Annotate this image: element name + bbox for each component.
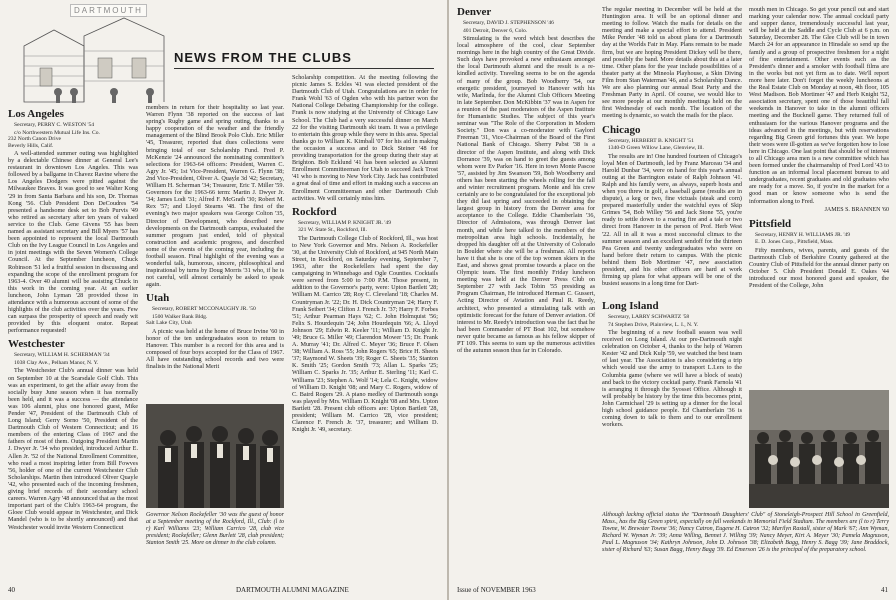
secretary-line: Secretary, HENRY H. WILLIAMS JR. '49 [755, 231, 851, 238]
page-number-right: 41 [881, 586, 888, 594]
magazine-name: DARTMOUTH ALUMNI MAGAZINE [236, 586, 349, 594]
daughters-club-photo [749, 390, 889, 508]
secretary-address: 74 Stephen Drive, Plainview, L. I., N. Y. [608, 321, 699, 328]
left-column-1 [8, 104, 138, 576]
left-column-3 [292, 74, 438, 576]
left-column-2 [146, 104, 284, 400]
photo-figures [146, 404, 284, 508]
secretary-address: 321 W. State St., Rockford, Ill. [298, 227, 367, 234]
secretary-line: Secretary, ROBERT MCCONAUGHY JR. '50 [152, 306, 256, 313]
secretary-address: 1340-D Green Willow Lane, Glenview, Ill. [608, 145, 704, 151]
right-column-2-chicago [602, 192, 742, 292]
long-island-section [602, 296, 742, 436]
club-heading-long-island: Long Island [602, 300, 659, 312]
secretary-line: Secretary, LARRY SCHWARTZ '58 [608, 314, 690, 320]
left-page [0, 0, 447, 600]
club-heading-los-angeles: Los Angeles [8, 108, 64, 120]
club-report: members in return for their hospitality so last year. Warren Flynn '38 reported on the success of last spring's Rugby game and spring outing, thanks to a happy cooperation of the weather and the friendly management of the Blind Brook Polo Club. Eric Miller '45, Treasurer, reported that dues collections were bringing total of our Scholarship Fund. Fred P. McKenzie '24 announced the nominating committee's selections for 1963-64 officers: President, Warren C. Agry Jr. '45; 1st Vice-President, Warren G. Flynn '38; 2nd Vice-President, Oliver A. Quayle 3d '42; Secretary, William H. Scherman '34; Treasurer, Eric T. Miller '59. Governors for the 1963-66 term: Martin J. Dwyer Jr. '34; James Lodi '31; Alfred F. McGrath '30; Robert M. Rex '57; and Lloyd Stearns '48. The first of the evening's two major speakers was George Colton '35, Director of Development, who described new developments on the Dartmouth campus, evaluated the summer program just ended, told of physical construction and academic progress, and described some of the events of the coming year, including the football season. Final highlight of the evening was a wonderful talk, humorous, sincere, philosophical and inspirational by turns by Doug Morris '31 who, if he is not careful, will almost certainly be asked to speak again. [146, 104, 284, 289]
club-heading-chicago: Chicago [602, 123, 641, 136]
club-report: The results are in! One hundred fourteen of Chicago's loyal Men of Dartmouth, led by Franz Marceau '34 and Harold Dunbar '34, were on hand for this year's annual outing at the Barrington estate of Ralph Johnson '41. Ralph and his family were, as always, superb hosts and when you threw in golf, a baseball game (results are in dispute), a keg or two, fine victuals (steak and corn) prepared masterfully under the watchful eyes of Skip Grimes '54, Bob Willey '56 and Jack Stone '55, you're ready to settle down to a roaring fire and a tale or two direct from Hanover in the person of Prof. Herb West '22. All in all it was a most successful climax to the summer season and an excellent sendoff for the thirteen Pea Green and twenty undergraduates who were on hand before their return to campus. With the picnic behind them Bob Mortimer '47, new association president, and his other officers are hard at work firming up plans for what appears will be one of the busiest seasons in a long time for Dart- [602, 152, 742, 288]
club-report: The Dartmouth College Club of Rockford, Ill., was host to New York Governor and Mrs. Nelson A. Rockefeller '30, at the University Club of Rockford, at 945 North Main Street, in Rockford, on Saturday evening, September 7, 1963, after the Rockefellers had spent the day campaigning in Winnebago and Ogle Counties. Cocktails were served from 5:00 to 7:00 P.M. Those present, in addition to the Governor's party, were: Upton Bartlett '28; William M. Carrico '28; Roy C. Cleveland '18; Charles M. Countryman Jr. '22; Dr. H. Dick Countryman '24; Harry F. Frank Seibert '34; Clifton J. French Jr. '37; Harry F. Forbes '51; Arthur Pearman Hays '62; C. John Holmquist '56; Felix S. Hourdequin '24; John Hourdequin '66; A. Lloyd Johnson '29; Edwin R. Keeler '11; William D. Knight Jr. '49; Bruce G. Miller '49; Clarendon Mower '15; Dr. Frank A. Murray '41; Dr. Alfred C. Meyer '36; Bruce F. Olsen '38; William A. Ross '55; John Rogers '65; Brice H. Sheets '37; Raymond W. Sheets '39; Roger C. Sheets '35; Stanton K. Smith '25; Gordon Smith '73; Allan L. Sparks '25; William C. Sparks Jr. '35; Arthur E. Sterling '11; Karl C. Williams '23; Stephen A. Wolf '14; Lela C. Knight, widow of William D. Knight '08; and Mary C. Rogers, widow of C. Baird Rogers '29. A piano medley of Dartmouth songs was played by Mrs. William D. Knight '08 and Mrs. Upton Bartlett '28. Present club officers are: Upton Bartlett '28, president; William M. Carrico '28, vice president; Clarence F. French Jr. '37, treasurer; and William D. Knight Jr. '49, secretary. [292, 234, 438, 434]
club-report: mouth men in Chicago. So get your pencil out and start marking your calendar now. The annual cocktail party and supper dance, tremendously successful last year, will be held at the Saddle and Cycle Club at 6 p.m. on Saturday, December 28. The Glee Club will be in town March 24 for an appearance in Hinsdale so send up the family and a group of prospective freshmen for a night of fine entertainment. Other events such as the President's dinner and a smoker with football films are in the works but not yet firm as to date. We'll report more here later. Don't forget the weekly luncheons at the Real Estate Club on Monday at noon, 4th floor, 105 West Madison. Bob Mortimer '47 and Herb Knight '52, association secretary, spent one of those beautiful fall weekends in Hanover to take in the alumni officers meeting and the Bucknell game. They returned full of enthusiasm for the various Hanover programs and the ideas advanced in the meetings, but with reservations regarding Big Green grid fortunes this year. We hope their woes were ill-gotten as we've forgotten how to lose here in Chicago. One last point that should be of interest to all Chicago area men is a new committee which has been formed under the chairmanship of Fred Lord '43 to function as an informal local placement bureau to aid undergraduates, recent graduates and old graduates who are ready for a move. So, if you're in the market for a good man or know someone who is send the information along to Fred. [749, 6, 890, 205]
photo-caption: Governor Nelson Rockefeller '30 was the guest of honor at a September meeting of the Rockford, Ill., Club: (l to r) Karl Williams '23; William Carrico '28, club vice president; Rockefeller; Glenn Burlett '28, club president; Stanton Smith '25. More on dinner in the club column. [146, 512, 284, 546]
club-report: A well-attended summer outing was highlighted by a delectable Chinese dinner at General Lee's restaurant in downtown Los Angeles. This was followed by a ballgame in Chavez Ravine where the Los Angeles Dodgers were pitted against the Milwaukee Braves. It was good to see Walter Kong '29 in from Santa Barbara and his son, Dr. Thomas Kong '56. Club President Don DeCoudres '54 presented a handsome desk set to Bob Purvis '49 who retired as secretary after ten years of valued service to the Club. Gene Givens '55 has been named as assistant secretary and Bill Myers '57 has been appointed to represent the local Dartmouth Club on the Ivy League Council in Los Angeles and in joint meetings with the Seven Women's College Council. At the September luncheon, Chuck Robinson '51 led a fruitful session in discussing and expanding the scope of the enrollment program for 1963-4. Over 40 alumni will be assisting Chuck in this work in the coming year. At an earlier luncheon, John Lyman '28 provided those in attendance with a humorous account of some of the highlights of the club activities over the years. Few can surpass the prosperity of speech and ready wit provided by this eloquent orator. Repeat performance requested! [8, 150, 138, 335]
club-report: Scholarship competition. At the meeting following the picnic James S. Eckles '41 was elected president of the Dartmouth Club of Utah. Congratulations are in order for Frank Wohl '63 of Ogden who with his partner won the National College Debating Championship for the college. Frank is now studying at the University of Chicago Law School. The Club had a very successful dinner on March 22 for the visiting Dartmouth ski team. It was a privilege to entertain this group while they were in this area. Special thanks go to William K. Kimball '07 for his aid in making the occasion a success and to Dick Steiner '48 for providing transportation for the group during their stay at Brighton. Bob Ecklund '41 has been selected as Alumni Enrollment Committeeman for Utah to succeed Jack Trost '41 who is moving to New York City. Jack has contributed a great deal of time and effort in making such a success an Enrollment Committeeman and other Dartmouth Club activities. We will certainly miss him. [292, 74, 438, 202]
issue-date: Issue of NOVEMBER 1963 [457, 586, 536, 594]
club-heading-denver: Denver [457, 6, 492, 18]
rockefeller-photo [146, 404, 284, 508]
secretary-address: 1500 Walker Bank Bldg. Salt Lake City, Utah [146, 313, 208, 327]
signature: JAMES S. BRANNEN '60 [824, 206, 889, 213]
secretary-address: 1038 Clay Ave., Pelham Manor, N. Y. [14, 359, 99, 366]
right-column-2-top [602, 6, 742, 288]
club-report: Fifty members, wives, parents, and guests of the Dartmouth Club of Berkshire County gathered at the Country Club of Pittsfield for the annual dinner party on October 5. Club President Donald E. Oakes '44 introduced our most honored guest and speaker, the President of the College, John [749, 246, 889, 290]
right-column-3 [749, 6, 889, 384]
club-report: The beginning of a new football season was well received on Long Island. At our pre-Dartmouth night celebration on October 4, thanks to the help of Warren Kester '42 and Dick Kulp '59, we watched the best team of last year. The Association is also considering a trip which would use the army to transport L.I.ers to the Columbia game (where we will have a block of seats) and back to the victory cocktail party. Frank Farnola '41 is arranging it through the Syosset Office. Although it will probably be history by the time this becomes print, John Carmichael '29 is setting up a dinner for the local high school guidance people. Ed Chamberlain '36 is coming down to talk to them and to our enrollment workers. [602, 329, 742, 429]
club-heading-utah: Utah [146, 292, 170, 305]
club-heading-pittsfield: Pittsfield [749, 217, 792, 230]
club-heading-westchester: Westchester [8, 338, 65, 351]
right-page [449, 0, 896, 600]
club-report: Stimulating is the word which best describes the local atmosphere of the cool, clear September mornings here in the high country of the Great Divide. Such days have provoked a new enthusiasm amongst the local Dartmouth alumni and the result is a re-kindled activity. Traveling seems to be on the agenda of many of the group. Bob Woodberry '54, our energetic president, journeyed to Hanover with his wife, Marlinda, for the Alumni Club Officers Meeting in late September. Don McKibbin '37 was in Aspen for a reunion of the past moderators of the Aspen Institute for Humanistic Studies. The subject of this year's seminar was "The Role of the Corporation in Modern Society." Don was a co-moderator with Gaylord Freeman '31, Vice-Chairman of the Board of the First National Bank of Chicago. Sherry Pabst '38 is a director of the Aspen Institute, and along with Dick Dorrance '39, was on hand to greet the guests among whom were Ev Parker '16. Here in town Monte Pascoe '57, assisted by Jim Swanson '59, Bob Woodberry and others has been starting the wheels rolling for the fall and winter recruitment program. Monte and his crew certainly are to be congratulated for the exceptional job they did last spring and succeeded in obtaining the largest group in history from the Denver area for acceptance to the College. Eddie Chamberlain '36, Director of Admissions, was through Denver last month, and while here talked to the members of the metropolitan area high schools. Incidentally, he dropped his daughter off at the University of Colorado in Boulder where she will be a freshman. All reports have it that she is one of the top women skiers in the East, and shows great promise towards a place on the Olympic team. The first monthly Friday luncheon meeting was held at the Denver Press Club on September 27 with Jack Tobin '55 presiding as Program Chairman, He introduced Herman C. Gussert, Acting Director of Aviation and Paul R. Reedy, architect, who presented a stimulating talk with an optimistic forecast for the future of Denver aviation. Of interest to Mr. Reedy's introduction was the fact that he had been Commander of PT Boat 102, but somehow never quite became as famous as his fellow skipper of PT 109. This seems to sum up the numerous activities of the autumn season thus far in Colorado. [457, 35, 595, 355]
page-number-left: 40 [8, 586, 15, 594]
right-column-1 [457, 6, 595, 576]
secretary-line: Secretary, HERBERT B. KNIGHT '51 [608, 137, 694, 144]
clubhouse-illustration [14, 6, 174, 104]
photo-group [749, 390, 889, 508]
secretary-line: Secretary, WILLIAM H. SCHERMAN '34 [14, 352, 110, 359]
secretary-address: 401 Detroit, Denver 6, Colo. [463, 27, 528, 34]
secretary-address: c/o Northwestern Mutual Life Ins. Co. 232 North Canon Drive Beverly Hills, Calif. [8, 129, 100, 149]
club-report: The regular meeting in December will be held at the Huntington area. It will be an optional dinner and meeting to follow. Watch the mails for details on the meeting and make a special effort to attend. President Mike Pender '48 told us about plans for a Dartmouth day at the Worlds Fair in May. Plans remain to be made firm, but we are hoping President Dickey will be there, and possibly the band. More details about this at a later time. Other plans for the year include possibilities of a theater party at the Mineola Playhouse, a Skin Diving Film from Stan Waterman '46, and a Scholarship Dance. We are also planning our annual Boat Party and the Freshman Party in April. Of course, we would like to see more people at our monthly meetings held on the first Wednesday of each month. The location of the meeting is dynamic, so watch the mails for the place. [602, 6, 742, 120]
secretary-line: Secretary, DAVID J. STEPHENSON '46 [463, 20, 554, 26]
club-heading-rockford: Rockford [292, 205, 337, 218]
title-rule [174, 68, 434, 69]
club-report: The Westchester Club's annual dinner was held on September 10 at the Scarsdale Golf Club. This was an experiment, to get the affair away from the socially busy June season when it has normally been held, and it was a success — the attendance was 106 alumni, plus one honored guest, Mike Pender '47, President of the Dartmouth Club of Long Island; Gerry Sorno '50, President of the Dartmouth Club of Western Connecticut; and 16 members of the entering Class of 1967 and the fathers of most of them. Outgoing President Martin J. Dwyer Jr. '34 who presided, introduced Arthur E. Allen Jr. '52 of the National Enrollment Committee, who read a most inspiring letter from Bill Fowves '56, holder of one of the current Westchester Club Scholarships. Martin then introduced Oliver Quayle '42, who presented each of the incoming freshmen, giving brief records of their secondary school careers. Warren Agry '48 announced that as the most important part of the Club's 1963-64 program, the Gloee Club would appear in Westchester, and Dick Mandel (who is to be shortly announced) and that Westchester would invite Western Connecticut [8, 367, 138, 531]
club-report: A picnic was held at the home of Bruce Irvine '60 in honor of the ten undergraduates soon to return to Hanover. This number is a record for this area and is composed of four boys accepted for the Class of 1967. All have outstanding school records and two were finalists in the National Merit [146, 327, 284, 371]
photo-caption: Although lacking official status the "Dartmouth Daughters' Club" of Stoneleigh-Prospect Hill School in Greenfield, Mass., has the Big Green spirit, especially on fall weekends in Memorial Field Stadium. The members are (l to r) Terry Towne, W. Brewster Towne '36; Nancy Catron, Eugene H. Catron '32; Marilyn Rastall, sister of Mark '67; Ann Wyman, Richard W. Wyman Jr. '39; Anna Willing, Bennet J. Willing '39; Nancy Meyer, Kirt A. Meyer '30; Pamela Magnuson, Paul L. Magnuson '34; Kathryn Johnson, John D. Johnson '38; Elizabeth Bagg, Henry S. Bagg '39; Jane Braddock, sister of Richard '63; Susan Bagg, Henry Bagg '39. Ed Emerson '26 is the principal of the preparatory school. [602, 512, 889, 553]
clubhouse-sign: DARTMOUTH [70, 4, 147, 17]
secretary-line: Secretary, PERRY C. WESTON '54 [14, 122, 95, 128]
secretary-line: Secretary, WILLIAM P. KNIGHT JR. '49 [298, 219, 392, 226]
section-title: NEWS FROM THE CLUBS [174, 50, 352, 65]
secretary-address: E. D. Jones Corp., Pittsfield, Mass. [755, 239, 834, 246]
